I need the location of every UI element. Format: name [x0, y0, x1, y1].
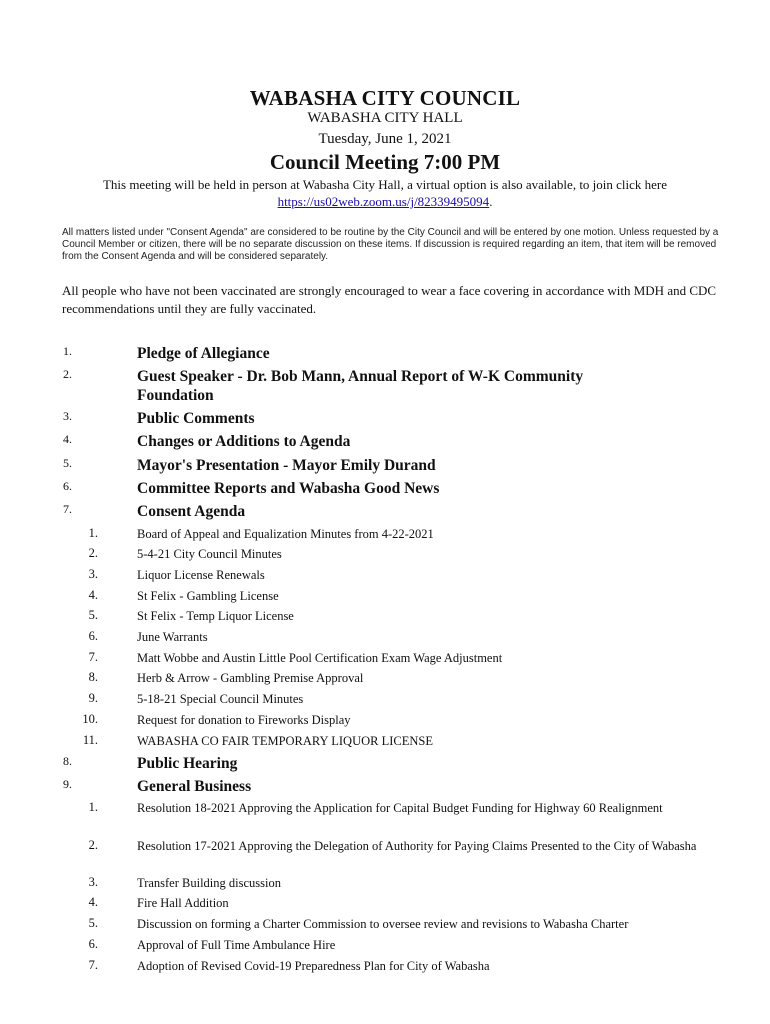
general-business-item-number: 1.: [88, 800, 98, 814]
consent-item-number: 6.: [88, 629, 98, 643]
agenda-item-label: Pledge of Allegiance: [137, 345, 270, 362]
consent-item-label: St Felix - Gambling License: [137, 589, 279, 603]
general-business-item-number: 7.: [88, 958, 98, 972]
consent-item-number: 5.: [88, 608, 98, 622]
zoom-link[interactable]: https://us02web.zoom.us/j/82339495094: [277, 194, 490, 209]
agenda-item-number: 8.: [63, 754, 72, 768]
agenda-item-number: 6.: [63, 479, 72, 493]
agenda-item-label: Committee Reports and Wabasha Good News: [137, 480, 440, 497]
date-line: Tuesday, June 1, 2021: [318, 131, 452, 147]
general-business-item-label: Adoption of Revised Covid-19 Preparedness Plan for City of Wabasha: [137, 959, 490, 973]
vaccination-note: All people who have not been vaccinated are strongly encouraged to wear a face covering in accordance with MDH and CDC recommendations until they are fully vaccinated.: [62, 283, 717, 316]
agenda-item-number: 3.: [63, 409, 72, 423]
general-business-item-number: 3.: [88, 875, 98, 889]
consent-item-label: 5-18-21 Special Council Minutes: [137, 692, 304, 706]
consent-item-number: 8.: [88, 670, 98, 684]
consent-item-number: 9.: [88, 691, 98, 705]
consent-item-label: Board of Appeal and Equalization Minutes from 4-22-2021: [137, 527, 434, 541]
consent-item-number: 10.: [82, 712, 98, 726]
consent-item-label: June Warrants: [137, 630, 208, 644]
consent-item-label: Herb & Arrow - Gambling Premise Approval: [137, 671, 364, 685]
consent-item-label: Matt Wobbe and Austin Little Pool Certification Exam Wage Adjustment: [137, 651, 503, 665]
council-title: WABASHA CITY COUNCIL: [249, 86, 521, 110]
virtual-notice: [60, 176, 710, 210]
agenda-item-label: General Business: [137, 778, 252, 795]
location-line: WABASHA CITY HALL: [307, 110, 463, 126]
agenda-item-number: 2.: [63, 367, 72, 381]
general-business-item-number: 5.: [88, 916, 98, 930]
general-business-item-number: 6.: [88, 937, 98, 951]
general-business-item-label: Resolution 18-2021 Approving the Application for Capital Budget Funding for Highway 60 Realignment: [137, 801, 663, 815]
consent-item-label: St Felix - Temp Liquor License: [137, 609, 294, 623]
consent-item-label: 5-4-21 City Council Minutes: [137, 547, 282, 561]
agenda-item-number: 1.: [63, 344, 72, 358]
agenda-item-number: 5.: [63, 456, 72, 470]
agenda-item-number: 4.: [63, 432, 72, 446]
zoom-link-suffix: .: [489, 194, 493, 209]
consent-item-label: Request for donation to Fireworks Display: [137, 713, 351, 727]
agenda-item-number: 7.: [63, 502, 72, 516]
general-business-item-label: Resolution 17-2021 Approving the Delegation of Authority for Paying Claims Presented to the City of Wabasha: [137, 839, 697, 853]
consent-agenda-note: All matters listed under "Consent Agenda" are considered to be routine by the City Council and will be entered by one motion. Unless requested by a Council Member or citizen, there will be no separate discussion on these items. If discussion is required regarding an item, that item will be removed from the Consent Agenda and will be considered separately.: [62, 227, 719, 263]
consent-item-number: 11.: [82, 733, 98, 747]
agenda-item-label: Mayor's Presentation - Mayor Emily Durand: [137, 457, 436, 474]
general-business-item-label: Transfer Building discussion: [137, 876, 281, 890]
consent-item-label: Liquor License Renewals: [137, 568, 265, 582]
general-business-item-number: 4.: [88, 895, 98, 909]
general-business-item-number: 2.: [88, 838, 98, 852]
general-business-item-label: Approval of Full Time Ambulance Hire: [137, 938, 336, 952]
general-business-item-label: Discussion on forming a Charter Commission to oversee review and revisions to Wabasha Charter: [137, 917, 629, 931]
consent-item-number: 7.: [88, 650, 98, 664]
virtual-notice-text: This meeting will be held in person at Wabasha City Hall, a virtual option is also available, to join click here: [102, 177, 668, 192]
agenda-item-label: Guest Speaker - Dr. Bob Mann, Annual Report of W-K Community Foundation: [137, 368, 584, 404]
consent-item-number: 2.: [88, 546, 98, 560]
meeting-heading: Council Meeting 7:00 PM: [269, 150, 501, 174]
agenda-item-number: 9.: [63, 777, 72, 791]
agenda-item-label: Consent Agenda: [137, 503, 246, 520]
agenda-item-label: Public Comments: [137, 410, 255, 427]
consent-item-number: 4.: [88, 588, 98, 602]
consent-item-label: WABASHA CO FAIR TEMPORARY LIQUOR LICENSE: [137, 734, 433, 748]
agenda-item-label: Public Hearing: [137, 755, 238, 772]
general-business-item-label: Fire Hall Addition: [137, 896, 229, 910]
consent-item-number: 3.: [88, 567, 98, 581]
agenda-item-label: Changes or Additions to Agenda: [137, 433, 351, 450]
consent-item-number: 1.: [88, 526, 98, 540]
